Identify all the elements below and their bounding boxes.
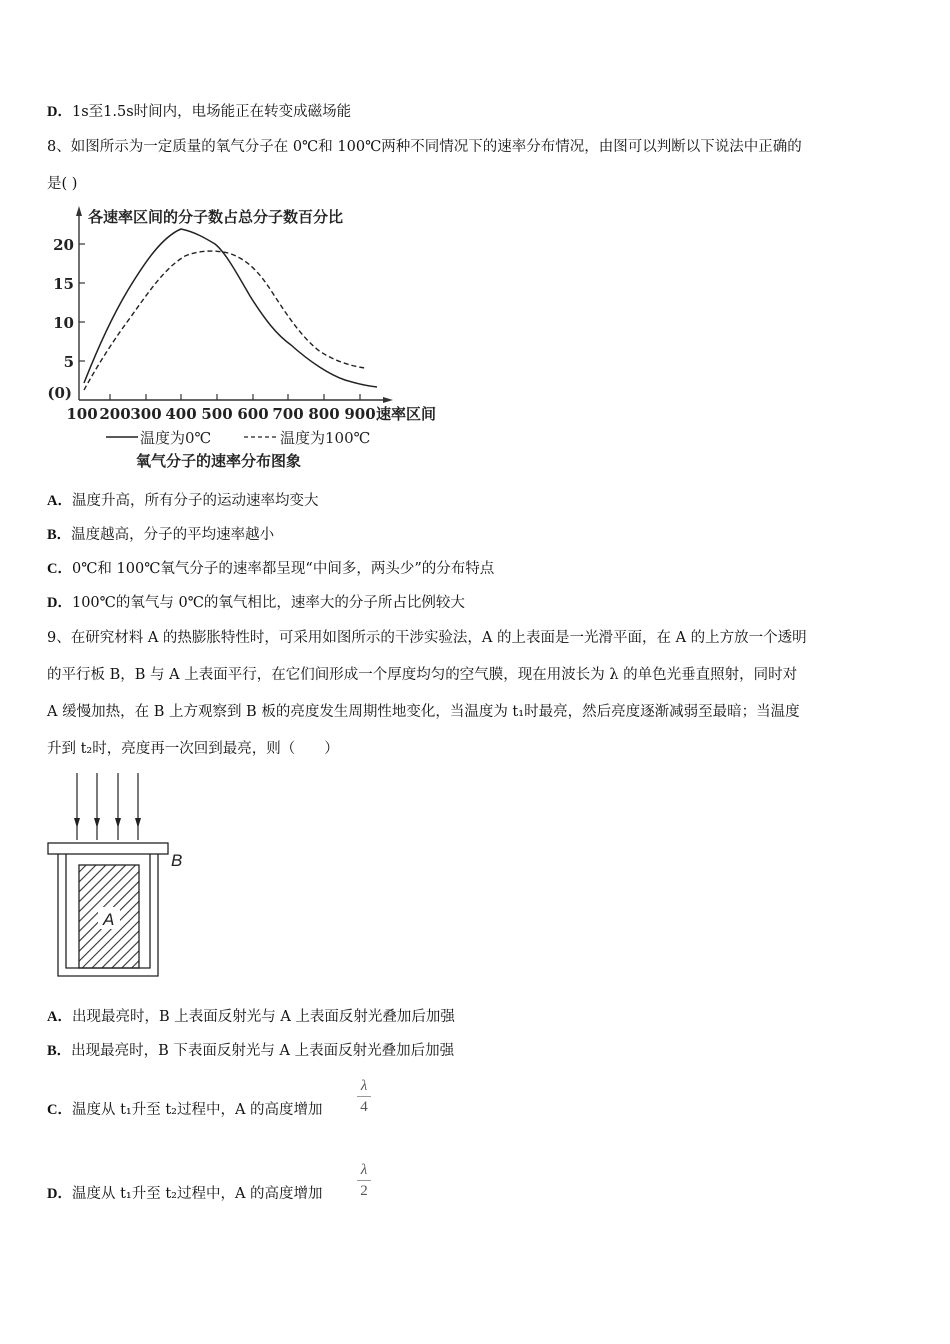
option-text: 100℃的氧气与 0℃的氧气相比，速率大的分子所占比例较大 [71, 595, 465, 611]
interference-apparatus-figure [40, 765, 200, 985]
q9-stem-line2: 的平行板 B，B 与 A 上表面平行，在它们间形成一个厚度均匀的空气膜，现在用波长为 λ 的单色光垂直照射，同时对 [47, 667, 798, 683]
label-b: B [171, 851, 183, 870]
q9-stem-line1: 9、在研究材料 A 的热膨胀特性时，可采用如图所示的干涉实验法，A 的上表面是一光滑平面，在 A 的上方放一个透明 [47, 630, 807, 646]
option-text: 温度越高，分子的平均速率越小 [71, 527, 275, 543]
option-text: 1s至1.5s时间内，电场能正在转变成磁场能 [71, 104, 352, 120]
option-label: A． [47, 493, 72, 509]
q9-option-c[interactable] [47, 1100, 323, 1120]
svg-text:100: 100 [66, 405, 98, 423]
speed-distribution-chart [40, 200, 460, 475]
svg-text:900: 900 [344, 405, 376, 423]
option-label: B． [47, 527, 72, 543]
light-arrow-icons [77, 773, 138, 840]
option-label: C． [47, 1102, 72, 1118]
option-text: 0℃和 100℃氧气分子的速率都呈现“中间多，两头少”的分布特点 [71, 561, 495, 577]
x-axis-arrow-icon [383, 397, 393, 403]
q9-option-b[interactable] [47, 1041, 454, 1061]
plate-b [48, 843, 168, 854]
svg-text:500: 500 [201, 405, 233, 423]
svg-text:800: 800 [308, 405, 340, 423]
svg-text:200: 200 [99, 405, 131, 423]
q8-stem-line2: 是( ) [47, 176, 78, 192]
chart-caption: 氧气分子的速率分布图象 [136, 452, 302, 470]
option-text: 出现最亮时，B 上表面反射光与 A 上表面反射光叠加后加强 [71, 1009, 455, 1025]
chart-title: 各速率区间的分子数占总分子数百分比 [88, 208, 344, 226]
svg-text:300: 300 [130, 405, 162, 423]
q8-option-d[interactable] [47, 593, 465, 613]
x-axis-label: 速率区间 [376, 405, 437, 423]
label-a: A [103, 910, 115, 929]
q8-option-a[interactable] [47, 491, 318, 511]
option-text: 温度升高，所有分子的运动速率均变大 [71, 493, 319, 509]
option-text: 温度从 t₁升至 t₂过程中，A 的高度增加 [71, 1186, 323, 1202]
svg-text:15: 15 [53, 275, 74, 293]
q8-stem-line1: 8、如图所示为一定质量的氧气分子在 0℃和 100℃两种不同情况下的速率分布情况，由图可以判断以下说法中正确的 [47, 139, 802, 155]
y-axis-arrow-icon [76, 206, 82, 216]
option-text: 温度从 t₁升至 t₂过程中，A 的高度增加 [71, 1102, 323, 1118]
q9-stem-line3: A 缓慢加热，在 B 上方观察到 B 板的亮度发生周期性地变化，当温度为 t₁时最亮，然后亮度逐渐减弱至最暗；当温度 [47, 704, 800, 720]
option-label: D． [47, 1186, 72, 1202]
y-tick-labels [47, 236, 74, 402]
q9-option-a[interactable] [47, 1007, 455, 1027]
option-label: B． [47, 1043, 72, 1059]
option-label: C． [47, 561, 72, 577]
option-label: A． [47, 1009, 72, 1025]
series-0c-solid-line [84, 229, 377, 387]
prev-option-d [47, 102, 351, 122]
option-label: D． [47, 595, 72, 611]
fraction-lambda-over-2: λ 2 [357, 1162, 371, 1199]
svg-text:10: 10 [53, 314, 74, 332]
fraction-lambda-over-4: λ 4 [357, 1078, 371, 1115]
x-tick-labels [66, 405, 375, 423]
legend-0c: 温度为0℃ [140, 429, 212, 447]
option-label: D． [47, 104, 72, 120]
q9-option-d[interactable] [47, 1184, 323, 1204]
q9-stem-line4: 升到 t₂时，亮度再一次回到最亮，则（ ） [47, 741, 339, 757]
svg-text:400: 400 [165, 405, 197, 423]
svg-text:600: 600 [237, 405, 269, 423]
svg-text:700: 700 [272, 405, 304, 423]
svg-text:5: 5 [63, 353, 74, 371]
option-text: 出现最亮时，B 下表面反射光与 A 上表面反射光叠加后加强 [71, 1043, 455, 1059]
svg-text:(0): (0) [47, 384, 72, 402]
svg-text:20: 20 [53, 236, 74, 254]
legend-100c: 温度为100℃ [280, 429, 371, 447]
q8-option-b[interactable] [47, 525, 274, 545]
q8-option-c[interactable] [47, 559, 494, 579]
